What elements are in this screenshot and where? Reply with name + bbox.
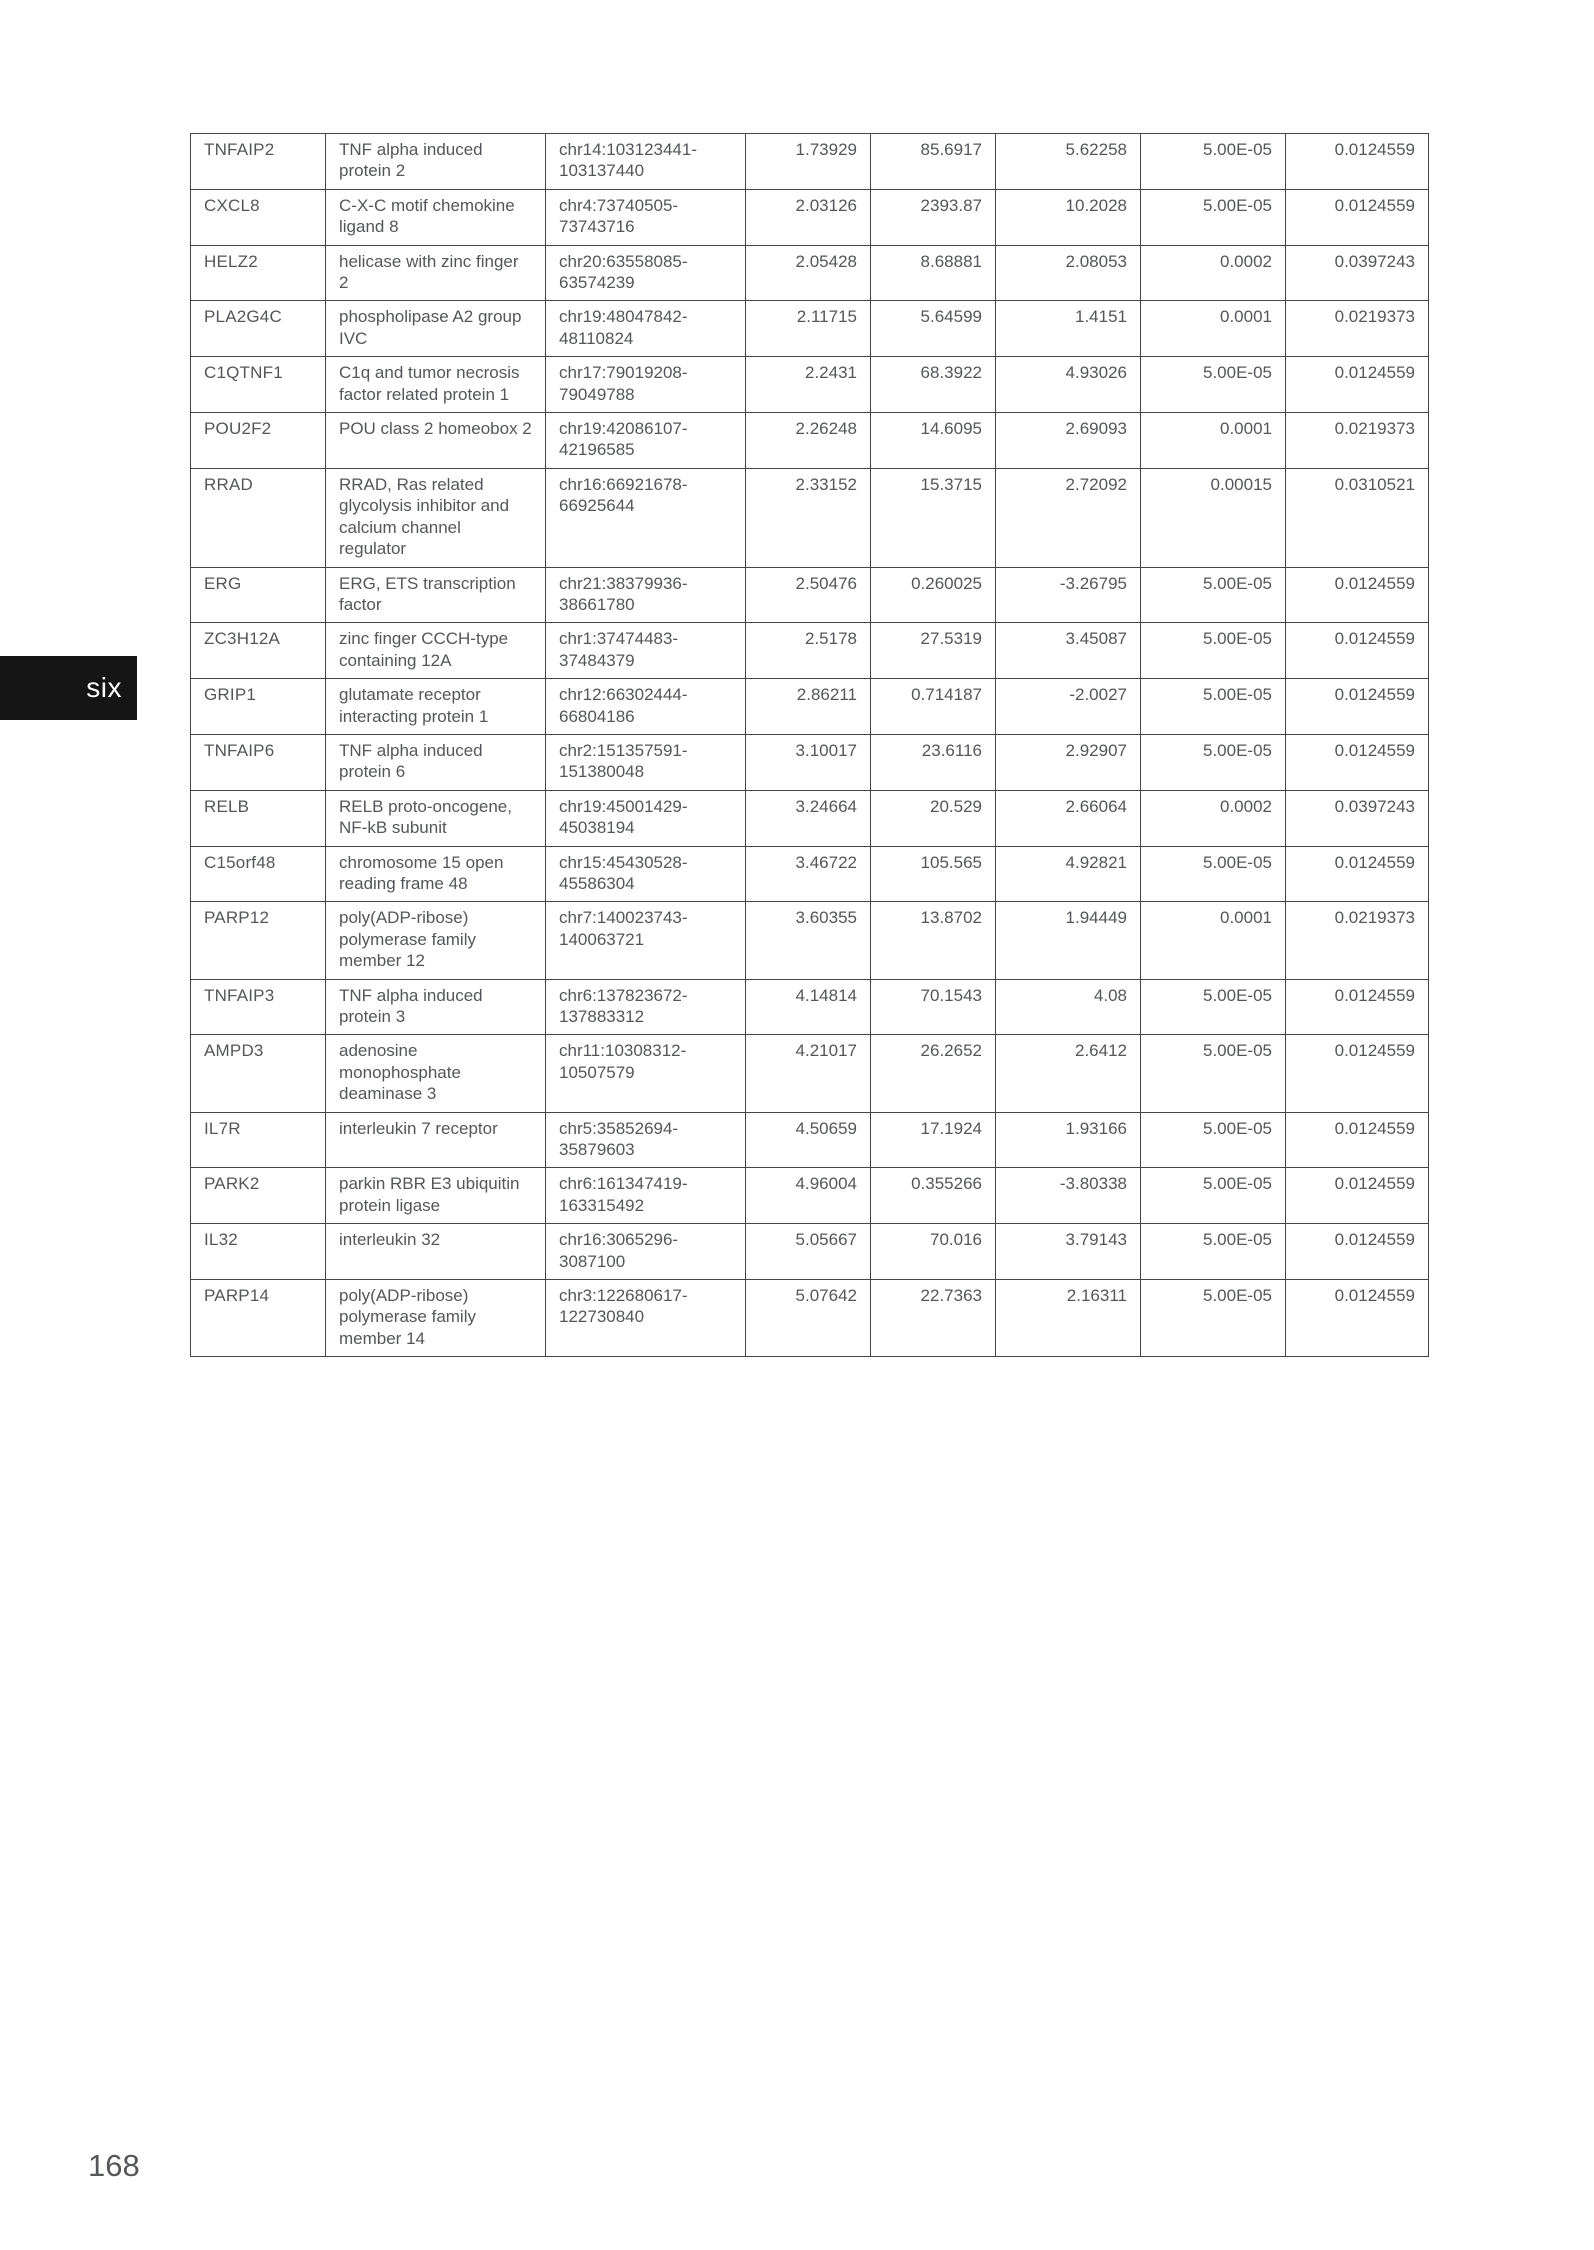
gene-table-container: [190, 133, 1428, 1357]
gene-symbol-cell: C15orf48: [191, 846, 326, 902]
value2-cell: 8.68881: [871, 245, 996, 301]
gene-table-body: [191, 134, 1429, 1357]
gene-symbol-cell: RRAD: [191, 468, 326, 567]
value2-cell: 26.2652: [871, 1035, 996, 1112]
value3-cell: 1.94449: [996, 902, 1141, 979]
pvalue-cell: 5.00E-05: [1141, 357, 1286, 413]
value1-cell: 1.73929: [746, 134, 871, 190]
gene-symbol-cell: HELZ2: [191, 245, 326, 301]
value1-cell: 5.07642: [746, 1280, 871, 1357]
gene-location-cell: chr6:161347419-163315492: [546, 1168, 746, 1224]
qvalue-cell: 0.0124559: [1286, 1168, 1429, 1224]
gene-location-cell: chr4:73740505-73743716: [546, 189, 746, 245]
gene-description-cell: zinc finger CCCH-type containing 12A: [326, 623, 546, 679]
gene-symbol-cell: ERG: [191, 567, 326, 623]
gene-description-cell: C-X-C motif chemokine ligand 8: [326, 189, 546, 245]
value3-cell: 4.93026: [996, 357, 1141, 413]
qvalue-cell: 0.0397243: [1286, 790, 1429, 846]
qvalue-cell: 0.0124559: [1286, 623, 1429, 679]
pvalue-cell: 5.00E-05: [1141, 846, 1286, 902]
gene-symbol-cell: GRIP1: [191, 679, 326, 735]
value2-cell: 5.64599: [871, 301, 996, 357]
value2-cell: 0.714187: [871, 679, 996, 735]
table-row: [191, 1112, 1429, 1168]
pvalue-cell: 0.0001: [1141, 301, 1286, 357]
pvalue-cell: 0.0001: [1141, 902, 1286, 979]
gene-description-cell: RELB proto-oncogene, NF-kB subunit: [326, 790, 546, 846]
pvalue-cell: 0.0001: [1141, 413, 1286, 469]
table-row: [191, 790, 1429, 846]
value3-cell: 4.08: [996, 979, 1141, 1035]
gene-description-cell: poly(ADP-ribose) polymerase family member 14: [326, 1280, 546, 1357]
table-row: [191, 1035, 1429, 1112]
page-number: 168: [88, 2148, 140, 2183]
value2-cell: 27.5319: [871, 623, 996, 679]
pvalue-cell: 5.00E-05: [1141, 567, 1286, 623]
table-row: [191, 245, 1429, 301]
value3-cell: 2.08053: [996, 245, 1141, 301]
value2-cell: 15.3715: [871, 468, 996, 567]
value2-cell: 22.7363: [871, 1280, 996, 1357]
qvalue-cell: 0.0124559: [1286, 567, 1429, 623]
value2-cell: 0.355266: [871, 1168, 996, 1224]
qvalue-cell: 0.0219373: [1286, 902, 1429, 979]
gene-description-cell: ERG, ETS transcription factor: [326, 567, 546, 623]
value3-cell: 3.79143: [996, 1224, 1141, 1280]
gene-location-cell: chr16:66921678-66925644: [546, 468, 746, 567]
value1-cell: 4.96004: [746, 1168, 871, 1224]
value1-cell: 3.46722: [746, 846, 871, 902]
gene-symbol-cell: PARK2: [191, 1168, 326, 1224]
value1-cell: 2.03126: [746, 189, 871, 245]
value2-cell: 70.016: [871, 1224, 996, 1280]
gene-location-cell: chr17:79019208-79049788: [546, 357, 746, 413]
qvalue-cell: 0.0124559: [1286, 979, 1429, 1035]
value2-cell: 13.8702: [871, 902, 996, 979]
value1-cell: 2.2431: [746, 357, 871, 413]
pvalue-cell: 5.00E-05: [1141, 1035, 1286, 1112]
gene-description-cell: poly(ADP-ribose) polymerase family member 12: [326, 902, 546, 979]
qvalue-cell: 0.0124559: [1286, 1112, 1429, 1168]
gene-symbol-cell: PARP12: [191, 902, 326, 979]
gene-description-cell: RRAD, Ras related glycolysis inhibitor and calcium channel regulator: [326, 468, 546, 567]
chapter-side-tab-label: six: [86, 672, 122, 703]
gene-symbol-cell: CXCL8: [191, 189, 326, 245]
gene-location-cell: chr14:103123441-103137440: [546, 134, 746, 190]
qvalue-cell: 0.0124559: [1286, 1224, 1429, 1280]
table-row: [191, 1280, 1429, 1357]
value1-cell: 2.11715: [746, 301, 871, 357]
gene-location-cell: chr11:10308312-10507579: [546, 1035, 746, 1112]
qvalue-cell: 0.0124559: [1286, 357, 1429, 413]
table-row: [191, 846, 1429, 902]
gene-location-cell: chr15:45430528-45586304: [546, 846, 746, 902]
gene-description-cell: POU class 2 homeobox 2: [326, 413, 546, 469]
qvalue-cell: 0.0124559: [1286, 134, 1429, 190]
qvalue-cell: 0.0219373: [1286, 301, 1429, 357]
gene-description-cell: glutamate receptor interacting protein 1: [326, 679, 546, 735]
table-row: [191, 902, 1429, 979]
qvalue-cell: 0.0124559: [1286, 1035, 1429, 1112]
gene-description-cell: parkin RBR E3 ubiquitin protein ligase: [326, 1168, 546, 1224]
gene-location-cell: chr7:140023743-140063721: [546, 902, 746, 979]
table-row: [191, 979, 1429, 1035]
value1-cell: 2.86211: [746, 679, 871, 735]
value2-cell: 17.1924: [871, 1112, 996, 1168]
table-row: [191, 623, 1429, 679]
gene-location-cell: chr20:63558085-63574239: [546, 245, 746, 301]
qvalue-cell: 0.0310521: [1286, 468, 1429, 567]
gene-description-cell: interleukin 7 receptor: [326, 1112, 546, 1168]
value1-cell: 4.50659: [746, 1112, 871, 1168]
gene-symbol-cell: TNFAIP6: [191, 734, 326, 790]
gene-location-cell: chr12:66302444-66804186: [546, 679, 746, 735]
value3-cell: 2.6412: [996, 1035, 1141, 1112]
value2-cell: 85.6917: [871, 134, 996, 190]
value1-cell: 4.14814: [746, 979, 871, 1035]
gene-location-cell: chr2:151357591-151380048: [546, 734, 746, 790]
table-row: [191, 734, 1429, 790]
table-row: [191, 1224, 1429, 1280]
pvalue-cell: 5.00E-05: [1141, 734, 1286, 790]
gene-description-cell: helicase with zinc finger 2: [326, 245, 546, 301]
gene-symbol-cell: TNFAIP2: [191, 134, 326, 190]
gene-symbol-cell: IL7R: [191, 1112, 326, 1168]
gene-symbol-cell: POU2F2: [191, 413, 326, 469]
gene-description-cell: adenosine monophosphate deaminase 3: [326, 1035, 546, 1112]
value1-cell: 3.24664: [746, 790, 871, 846]
gene-description-cell: interleukin 32: [326, 1224, 546, 1280]
chapter-side-tab: [0, 656, 137, 720]
value1-cell: 2.05428: [746, 245, 871, 301]
value3-cell: 2.16311: [996, 1280, 1141, 1357]
gene-symbol-cell: TNFAIP3: [191, 979, 326, 1035]
value3-cell: 2.69093: [996, 413, 1141, 469]
gene-symbol-cell: PLA2G4C: [191, 301, 326, 357]
value3-cell: -3.26795: [996, 567, 1141, 623]
gene-location-cell: chr19:48047842-48110824: [546, 301, 746, 357]
value1-cell: 3.10017: [746, 734, 871, 790]
value3-cell: -3.80338: [996, 1168, 1141, 1224]
pvalue-cell: 0.00015: [1141, 468, 1286, 567]
pvalue-cell: 5.00E-05: [1141, 1168, 1286, 1224]
table-row: [191, 679, 1429, 735]
value3-cell: -2.0027: [996, 679, 1141, 735]
qvalue-cell: 0.0124559: [1286, 1280, 1429, 1357]
table-row: [191, 134, 1429, 190]
pvalue-cell: 5.00E-05: [1141, 679, 1286, 735]
table-row: [191, 1168, 1429, 1224]
value1-cell: 2.5178: [746, 623, 871, 679]
pvalue-cell: 5.00E-05: [1141, 1112, 1286, 1168]
gene-location-cell: chr21:38379936-38661780: [546, 567, 746, 623]
qvalue-cell: 0.0124559: [1286, 734, 1429, 790]
value2-cell: 20.529: [871, 790, 996, 846]
gene-symbol-cell: C1QTNF1: [191, 357, 326, 413]
gene-location-cell: chr5:35852694-35879603: [546, 1112, 746, 1168]
table-row: [191, 468, 1429, 567]
value3-cell: 2.72092: [996, 468, 1141, 567]
gene-location-cell: chr6:137823672-137883312: [546, 979, 746, 1035]
value3-cell: 2.92907: [996, 734, 1141, 790]
value2-cell: 14.6095: [871, 413, 996, 469]
gene-symbol-cell: IL32: [191, 1224, 326, 1280]
value1-cell: 2.26248: [746, 413, 871, 469]
pvalue-cell: 5.00E-05: [1141, 979, 1286, 1035]
value1-cell: 5.05667: [746, 1224, 871, 1280]
value3-cell: 3.45087: [996, 623, 1141, 679]
table-row: [191, 413, 1429, 469]
table-row: [191, 301, 1429, 357]
gene-description-cell: TNF alpha induced protein 2: [326, 134, 546, 190]
gene-symbol-cell: PARP14: [191, 1280, 326, 1357]
gene-description-cell: C1q and tumor necrosis factor related protein 1: [326, 357, 546, 413]
value1-cell: 2.50476: [746, 567, 871, 623]
qvalue-cell: 0.0219373: [1286, 413, 1429, 469]
value3-cell: 1.4151: [996, 301, 1141, 357]
value3-cell: 10.2028: [996, 189, 1141, 245]
qvalue-cell: 0.0397243: [1286, 245, 1429, 301]
value2-cell: 2393.87: [871, 189, 996, 245]
gene-symbol-cell: AMPD3: [191, 1035, 326, 1112]
value3-cell: 5.62258: [996, 134, 1141, 190]
value2-cell: 23.6116: [871, 734, 996, 790]
value1-cell: 3.60355: [746, 902, 871, 979]
value3-cell: 1.93166: [996, 1112, 1141, 1168]
pvalue-cell: 5.00E-05: [1141, 623, 1286, 679]
value3-cell: 2.66064: [996, 790, 1141, 846]
table-row: [191, 357, 1429, 413]
gene-results-table: [190, 133, 1429, 1357]
gene-description-cell: chromosome 15 open reading frame 48: [326, 846, 546, 902]
qvalue-cell: 0.0124559: [1286, 189, 1429, 245]
table-row: [191, 567, 1429, 623]
value3-cell: 4.92821: [996, 846, 1141, 902]
value2-cell: 70.1543: [871, 979, 996, 1035]
gene-description-cell: phospholipase A2 group IVC: [326, 301, 546, 357]
gene-symbol-cell: ZC3H12A: [191, 623, 326, 679]
qvalue-cell: 0.0124559: [1286, 846, 1429, 902]
qvalue-cell: 0.0124559: [1286, 679, 1429, 735]
pvalue-cell: 0.0002: [1141, 245, 1286, 301]
pvalue-cell: 5.00E-05: [1141, 189, 1286, 245]
pvalue-cell: 0.0002: [1141, 790, 1286, 846]
pvalue-cell: 5.00E-05: [1141, 1224, 1286, 1280]
gene-symbol-cell: RELB: [191, 790, 326, 846]
value1-cell: 4.21017: [746, 1035, 871, 1112]
pvalue-cell: 5.00E-05: [1141, 134, 1286, 190]
value2-cell: 68.3922: [871, 357, 996, 413]
gene-location-cell: chr19:42086107-42196585: [546, 413, 746, 469]
gene-location-cell: chr19:45001429-45038194: [546, 790, 746, 846]
value2-cell: 105.565: [871, 846, 996, 902]
gene-description-cell: TNF alpha induced protein 6: [326, 734, 546, 790]
table-row: [191, 189, 1429, 245]
pvalue-cell: 5.00E-05: [1141, 1280, 1286, 1357]
value1-cell: 2.33152: [746, 468, 871, 567]
gene-description-cell: TNF alpha induced protein 3: [326, 979, 546, 1035]
gene-location-cell: chr1:37474483-37484379: [546, 623, 746, 679]
gene-location-cell: chr3:122680617-122730840: [546, 1280, 746, 1357]
gene-location-cell: chr16:3065296-3087100: [546, 1224, 746, 1280]
value2-cell: 0.260025: [871, 567, 996, 623]
